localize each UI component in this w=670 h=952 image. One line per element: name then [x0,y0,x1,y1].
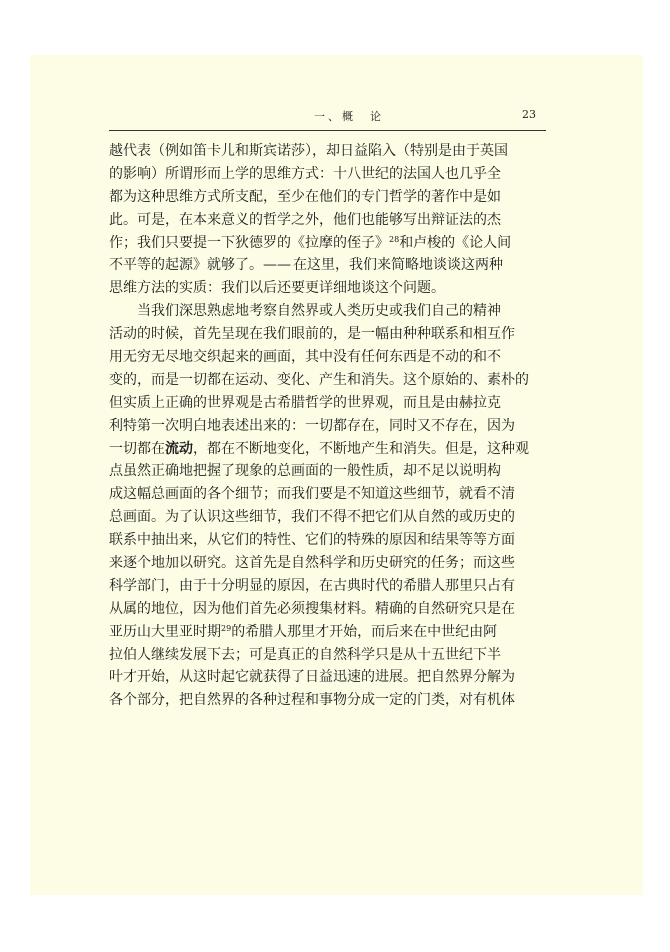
footnote-ref: 28 [389,234,400,244]
paragraph-first-line: 当我们深思熟虑地考察自然界或人类历史或我们自己的精神 [137,303,501,320]
text-line: 但实质上正确的世界观是古希腊哲学的世界观，而且是由赫拉克 [109,394,501,411]
text-line: 成这幅总画面的各个细节；而我们要是不知道这些细节，就看不清 [109,486,515,503]
text-segment: 不平等的起源》就够了。 [109,257,263,274]
text-segment: ，都在不断地变化，不断地产生和消失。但是，这种观 [193,440,529,457]
text-line: 联系中抽出来，从它们的特性、它们的特殊的原因和结果等等方面 [109,532,515,549]
text-segment: 和卢梭的《论人间 [399,234,512,251]
text-line: 变的，而是一切都在运动、变化、产生和消失。这个原始的、素朴的 [109,371,529,388]
body-text [109,140,546,712]
em-dash: —— [263,257,291,274]
text-line [109,621,546,644]
text-segment: 的希腊人那里才开始，而后来在中世纪由阿 [231,623,498,640]
text-line: 从属的地位，因为他们首先必须搜集材料。精确的自然研究只是在 [109,600,515,617]
text-segment: 作；我们只要提一下狄德罗的《拉摩的侄子》 [109,234,389,251]
text-line: 利特第一次明白地表述出来的：一切都存在，同时又不存在，因为 [109,417,515,434]
text-line: 点虽然正确地把握了现象的总画面的一般性质，却不足以说明构 [109,463,501,480]
page-number: 23 [522,108,536,121]
text-line: 思维方法的实质：我们以后还要更详细地谈这个问题。 [109,280,445,297]
text-line [109,254,546,277]
page-header [109,108,546,131]
text-line: 各个部分，把自然界的各种过程和事物分成一定的门类，对有机体 [109,692,515,709]
text-line [109,438,546,461]
text-line: 叶才开始，从这时起它就获得了日益迅速的进展。把自然界分解为 [109,669,515,686]
text-segment: 一切都在 [109,440,165,457]
text-line [109,232,546,255]
footnote-ref: 29 [221,623,232,633]
text-line: 都为这种思维方式所支配，至少在他们的专门哲学的著作中是如 [109,188,501,205]
text-line: 的影响）所谓形而上学的思维方式：十八世纪的法国人也几乎全 [109,165,501,182]
text-line: 越代表（例如笛卡儿和斯宾诺莎），却日益陷入（特别是由于英国 [109,143,508,159]
text-line: 用无穷无尽地交织起来的画面，其中没有任何东西是不动的和不 [109,349,501,366]
text-line: 科学部门，由于十分明显的原因，在古典时代的希腊人那里只占有 [109,577,515,594]
text-line: 活动的时候，首先呈现在我们眼前的，是一幅由种种联系和相互作 [109,326,515,343]
emphasized-word: 流动 [165,440,193,457]
text-segment: 在这里，我们来简略地谈谈这两种 [293,257,503,274]
text-segment: 亚历山大里亚时期 [109,623,221,640]
text-line: 拉伯人继续发展下去；可是真正的自然科学只是从十五世纪下半 [109,646,501,663]
text-line: 此。可是，在本来意义的哲学之外，他们也能够写出辩证法的杰 [109,211,501,228]
running-title: 一、概 论 [314,110,384,123]
text-line: 总画面。为了认识这些细节，我们不得不把它们从自然的或历史的 [109,509,515,526]
text-line: 来逐个地加以研究。这首先是自然科学和历史研究的任务；而这些 [109,555,515,572]
